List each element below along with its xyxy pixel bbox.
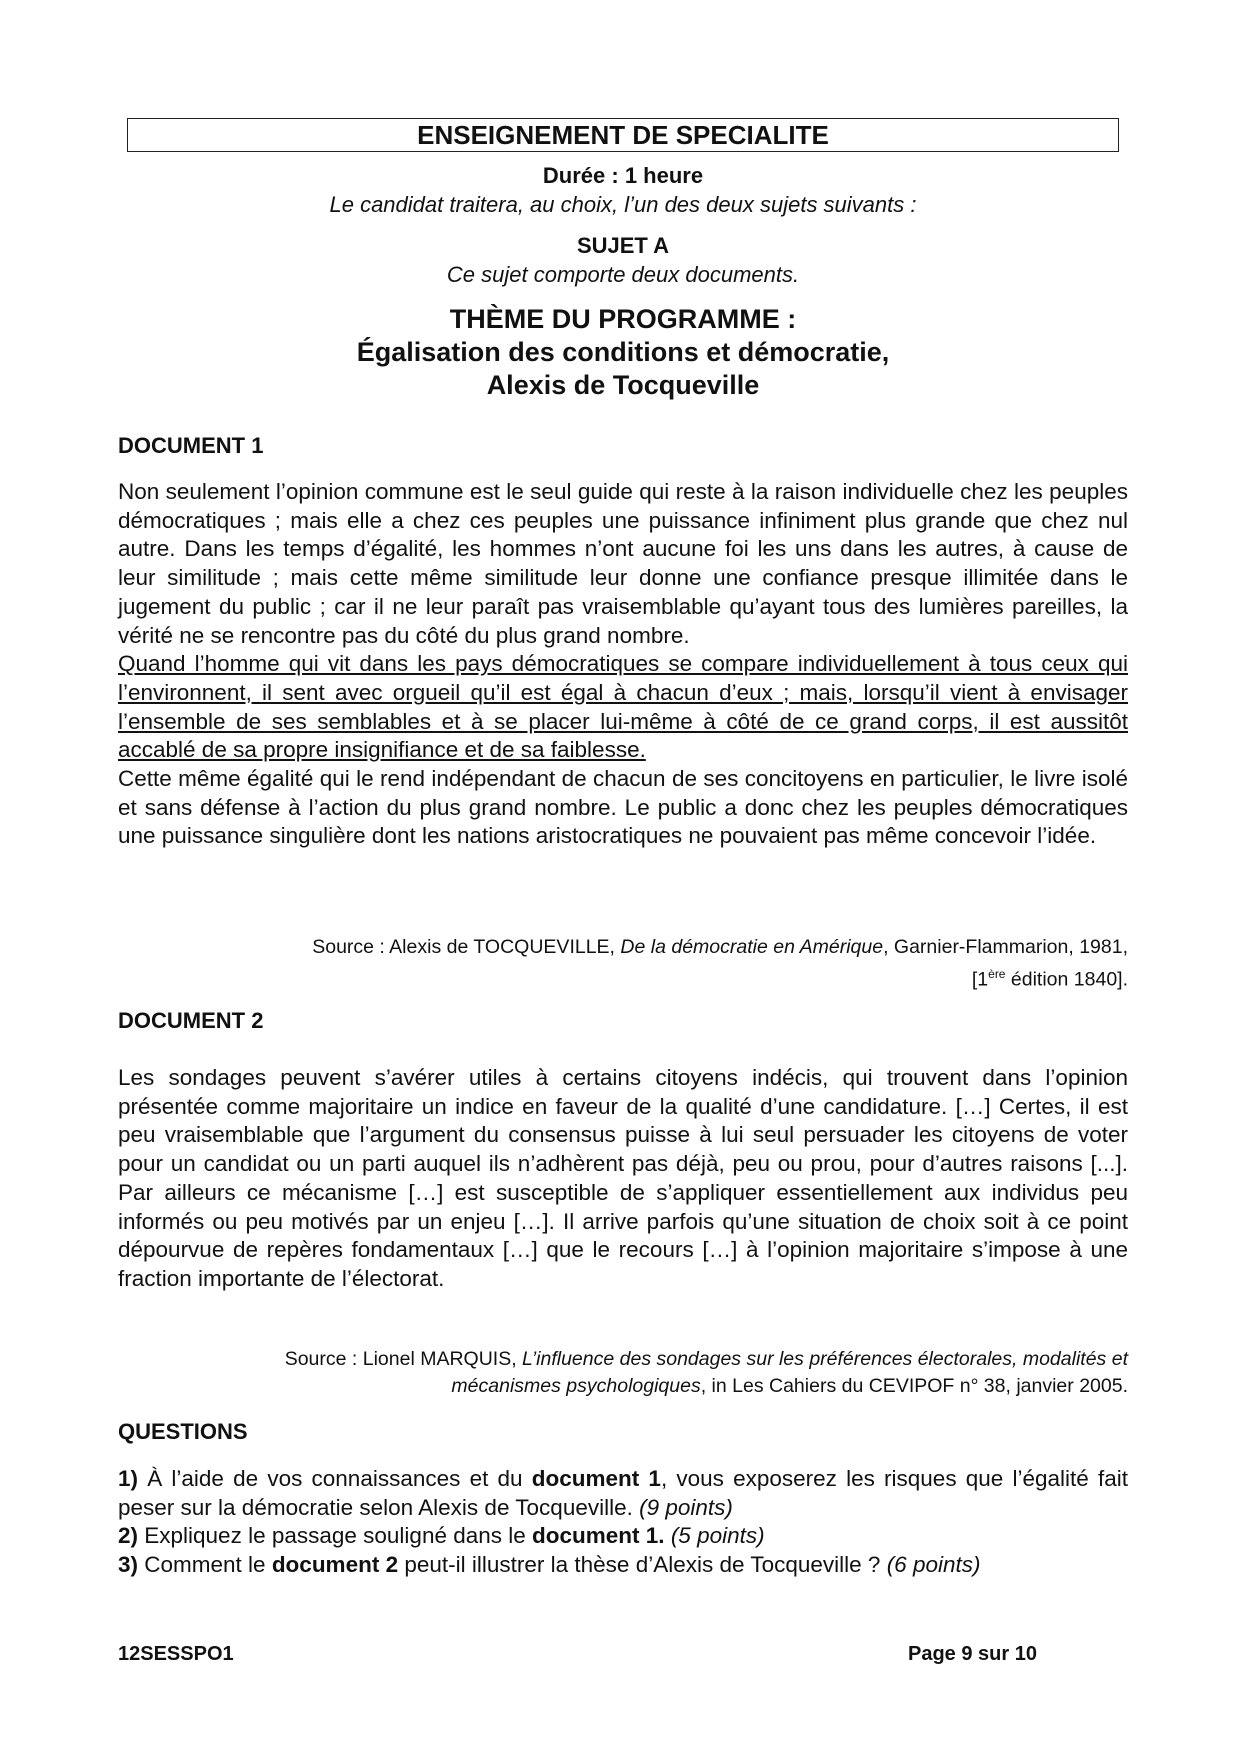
theme-line-1: THÈME DU PROGRAMME : <box>449 304 797 334</box>
instruction: Le candidat traitera, au choix, l’un des deux sujets suivants : <box>329 192 917 217</box>
question-2-text-a: Expliquez le passage souligné dans le <box>138 1523 533 1549</box>
question-3 <box>118 1551 1128 1580</box>
question-1-doc-ref: document 1 <box>531 1466 661 1491</box>
document-1-source <box>118 934 1128 994</box>
question-3-text-a: Comment le <box>138 1552 272 1578</box>
document-1-underlined-passage: Quand l’homme qui vit dans les pays démocratiques se compare individuellement à tous ceux qui l’environnent, il sent avec orgueil qu’il est égal à chacun d’eux ; mais, lorsqu’il vient à envisager l’ensemble de ses semblables et à se placer lui-même à côté de ce grand corps, il est aussitôt accablé de sa propre insignifiance et de sa faiblesse. <box>118 651 1128 763</box>
source-prefix: Source : Lionel MARQUIS, <box>284 1348 523 1370</box>
question-1-number: 1) <box>118 1466 139 1491</box>
document-1-heading: DOCUMENT 1 <box>118 433 264 458</box>
questions-list <box>118 1465 1128 1580</box>
theme-block <box>127 303 1119 402</box>
source-publisher: , Garnier-Flammarion, 1981, <box>883 936 1128 958</box>
page-title: ENSEIGNEMENT DE SPECIALITE <box>127 118 1119 152</box>
question-3-text-b: peut-il illustrer la thèse d’Alexis de Tocqueville ? <box>398 1552 887 1578</box>
question-2-points: (5 points) <box>664 1523 765 1549</box>
footer-page-number: Page 9 sur 10 <box>908 1643 1037 1665</box>
document-1-source-line-2 <box>118 961 1128 994</box>
source-edition-close: édition 1840]. <box>1005 968 1128 991</box>
document-2-source <box>118 1346 1128 1400</box>
source-edition-open: [1 <box>971 968 989 991</box>
document-1-paragraph-1: Non seulement l’opinion commune est le seul guide qui reste à la raison individuelle chez les peuples démocratiques ; mais elle a chez ces peuples une puissance infiniment plus grande que chez nul autre. Dans les temps d’égalité, les hommes n’ont aucune foi les uns dans les autres, à cause de leur similitude ; mais cette même similitude leur donne une confiance presque illimitée dans le jugement du public ; car il ne leur paraît pas vraisemblable qu’ayant tous des lumières pareilles, la vérité ne se rencontre pas du côté du plus grand nombre. <box>118 479 1128 648</box>
question-2-doc-ref: document 1. <box>532 1523 665 1549</box>
document-1-text <box>118 478 1128 851</box>
question-2-number: 2) <box>118 1523 139 1549</box>
document-2-source-line-2 <box>118 1373 1128 1400</box>
document-2-source-line-1 <box>118 1346 1128 1373</box>
theme-line-2: Égalisation des conditions et démocratie, <box>356 337 890 367</box>
document-2-text <box>118 1064 1128 1294</box>
question-1 <box>118 1465 1128 1522</box>
document-1-source-line-1 <box>118 934 1128 961</box>
source-suffix: , in Les Cahiers du CEVIPOF n° 38, janvier 2005. <box>700 1375 1128 1397</box>
question-3-number: 3) <box>118 1552 139 1578</box>
source-title: De la démocratie en Amérique <box>620 936 884 958</box>
source-title-line-1: L’influence des sondages sur les préférences électorales, modalités et <box>522 1348 1128 1370</box>
document-2-heading: DOCUMENT 2 <box>118 1008 264 1033</box>
question-2 <box>118 1522 1128 1551</box>
question-3-points: (6 points) <box>886 1552 981 1578</box>
subject-label: SUJET A <box>576 233 670 258</box>
document-2-paragraph: Les sondages peuvent s’avérer utiles à certains citoyens indécis, qui trouvent dans l’opinion présentée comme majoritaire un indice en faveur de la qualité d’une candidature. […] Certes, il est peu vraisemblable que l’argument du consensus puisse à lui seul persuader les citoyens de voter pour un candidat ou un parti auquel ils n’adhèrent pas déjà, peu ou prou, pour d’autres raisons [...]. Par ailleurs ce mécanisme […] est susceptible de s’appliquer essentiellement aux individus peu informés ou peu motivés par un enjeu […]. Il arrive parfois qu’une situation de choix soit à ce point dépourvue de repères fondamentaux […] que le recours […] à l’opinion majoritaire s’impose à une fraction importante de l’électorat. <box>118 1065 1128 1291</box>
questions-heading: QUESTIONS <box>118 1419 248 1444</box>
source-edition-sup: ère <box>988 967 1006 981</box>
subject-note: Ce sujet comporte deux documents. <box>446 262 800 287</box>
source-prefix: Source : Alexis de TOCQUEVILLE, <box>312 936 621 958</box>
question-3-doc-ref: document 2 <box>271 1552 399 1578</box>
document-1-paragraph-3: Cette même égalité qui le rend indépendant de chacun de ses concitoyens en particulier, le livre isolé et sans défense à l’action du plus grand nombre. Le public a donc chez les peuples démocratiques une puissance singulière dont les nations aristocratiques ne pouvaient pas même concevoir l’idée. <box>118 766 1128 849</box>
footer-code: 12SESSPO1 <box>118 1643 234 1665</box>
theme-line-3: Alexis de Tocqueville <box>486 370 760 400</box>
source-title-line-2: mécanismes psychologiques <box>451 1375 701 1397</box>
duration: Durée : 1 heure <box>542 163 704 188</box>
question-1-text-b: , vous exposerez les risques que l’égalité fait peser sur la démocratie selon Alexis de Tocqueville. <box>118 1466 1128 1520</box>
question-1-text-a: À l’aide de vos connaissances et du <box>138 1466 532 1491</box>
question-1-points: (9 points) <box>639 1494 733 1520</box>
